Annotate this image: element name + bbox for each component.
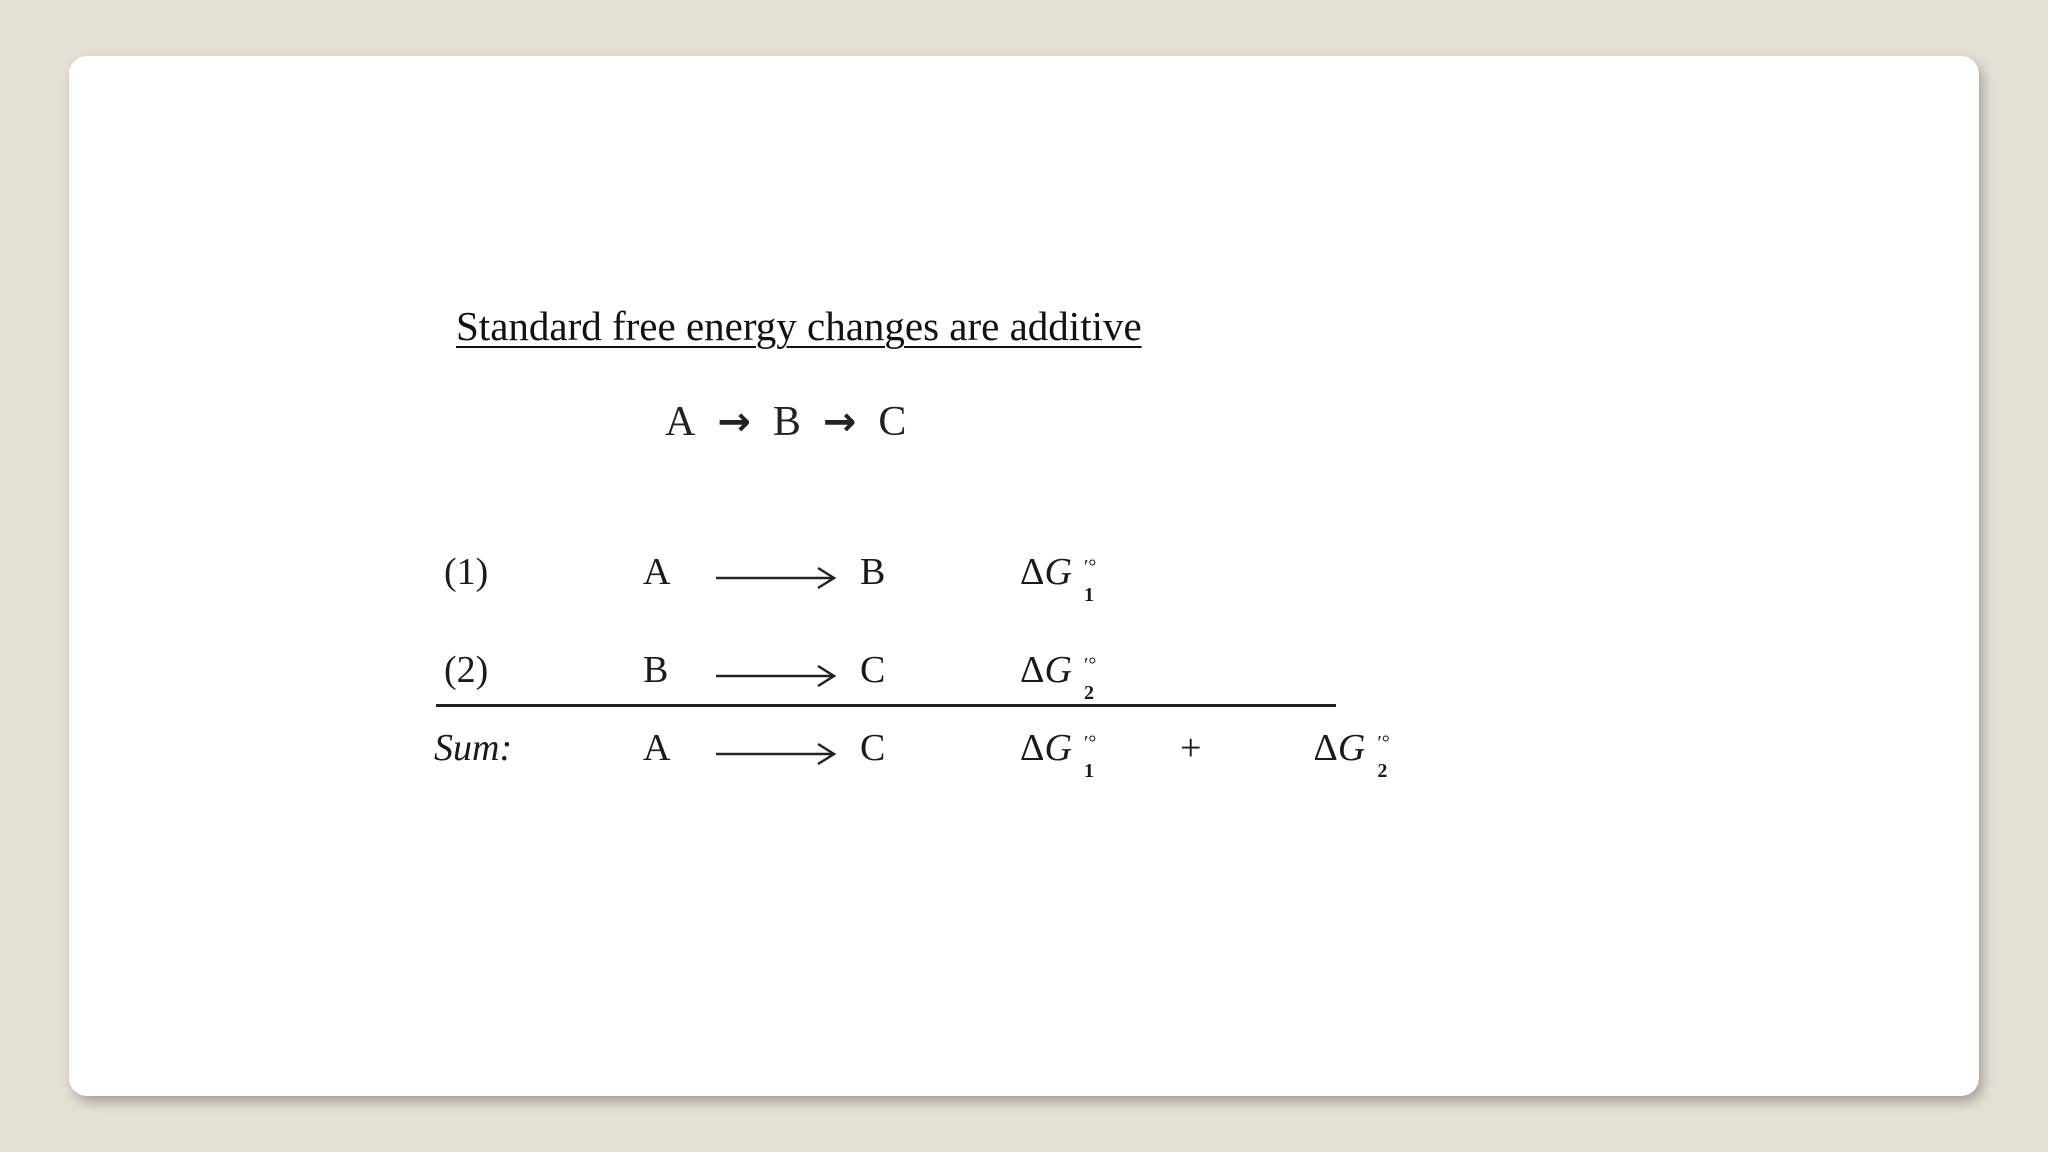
reactant: A xyxy=(643,551,671,593)
delta-g-2-sum xyxy=(1313,727,1390,782)
g-symbol: G xyxy=(1044,649,1072,691)
long-arrow-icon xyxy=(714,652,838,712)
product: B xyxy=(860,551,886,593)
subscript: 2 xyxy=(1084,682,1094,704)
prime-degree: ′° xyxy=(1377,732,1390,754)
reactant: A xyxy=(643,727,671,769)
prime-degree: ′° xyxy=(1084,732,1097,754)
delta-symbol: Δ xyxy=(1020,649,1045,691)
delta-g-1 xyxy=(1020,551,1097,606)
reactant: B xyxy=(643,649,669,691)
delta-symbol: Δ xyxy=(1020,551,1045,593)
delta-symbol: Δ xyxy=(1020,727,1045,769)
g-symbol: G xyxy=(1044,727,1072,769)
right-arrow-icon: → xyxy=(822,399,857,445)
chain-species-b: B xyxy=(772,399,801,445)
delta-symbol: Δ xyxy=(1313,727,1338,769)
subscript: 1 xyxy=(1084,760,1094,782)
product: C xyxy=(860,727,886,769)
reaction-chain xyxy=(665,398,906,446)
sum-label: Sum: xyxy=(434,727,513,769)
reaction-row-1 xyxy=(0,542,2048,606)
prime-degree: ′° xyxy=(1084,556,1097,578)
chain-species-c: C xyxy=(878,399,907,445)
subscript: 1 xyxy=(1084,584,1094,606)
subscript: 2 xyxy=(1377,760,1388,782)
plus-sign: + xyxy=(1180,727,1202,769)
reaction-label: (1) xyxy=(444,551,489,593)
long-arrow-icon xyxy=(714,730,838,790)
product: C xyxy=(860,649,886,691)
sum-row xyxy=(0,718,2048,782)
g-symbol: G xyxy=(1044,551,1072,593)
reaction-row-2 xyxy=(0,640,2048,704)
slide-title: Standard free energy changes are additive xyxy=(456,303,1142,349)
chain-species-a: A xyxy=(665,399,696,445)
g-symbol: G xyxy=(1337,727,1366,769)
delta-g-1-sum xyxy=(1020,727,1097,782)
right-arrow-icon: → xyxy=(717,399,751,445)
long-arrow-icon xyxy=(714,554,838,614)
delta-g-2 xyxy=(1020,649,1097,704)
reaction-label: (2) xyxy=(444,649,489,691)
prime-degree: ′° xyxy=(1084,654,1097,676)
sum-divider xyxy=(436,704,1336,707)
